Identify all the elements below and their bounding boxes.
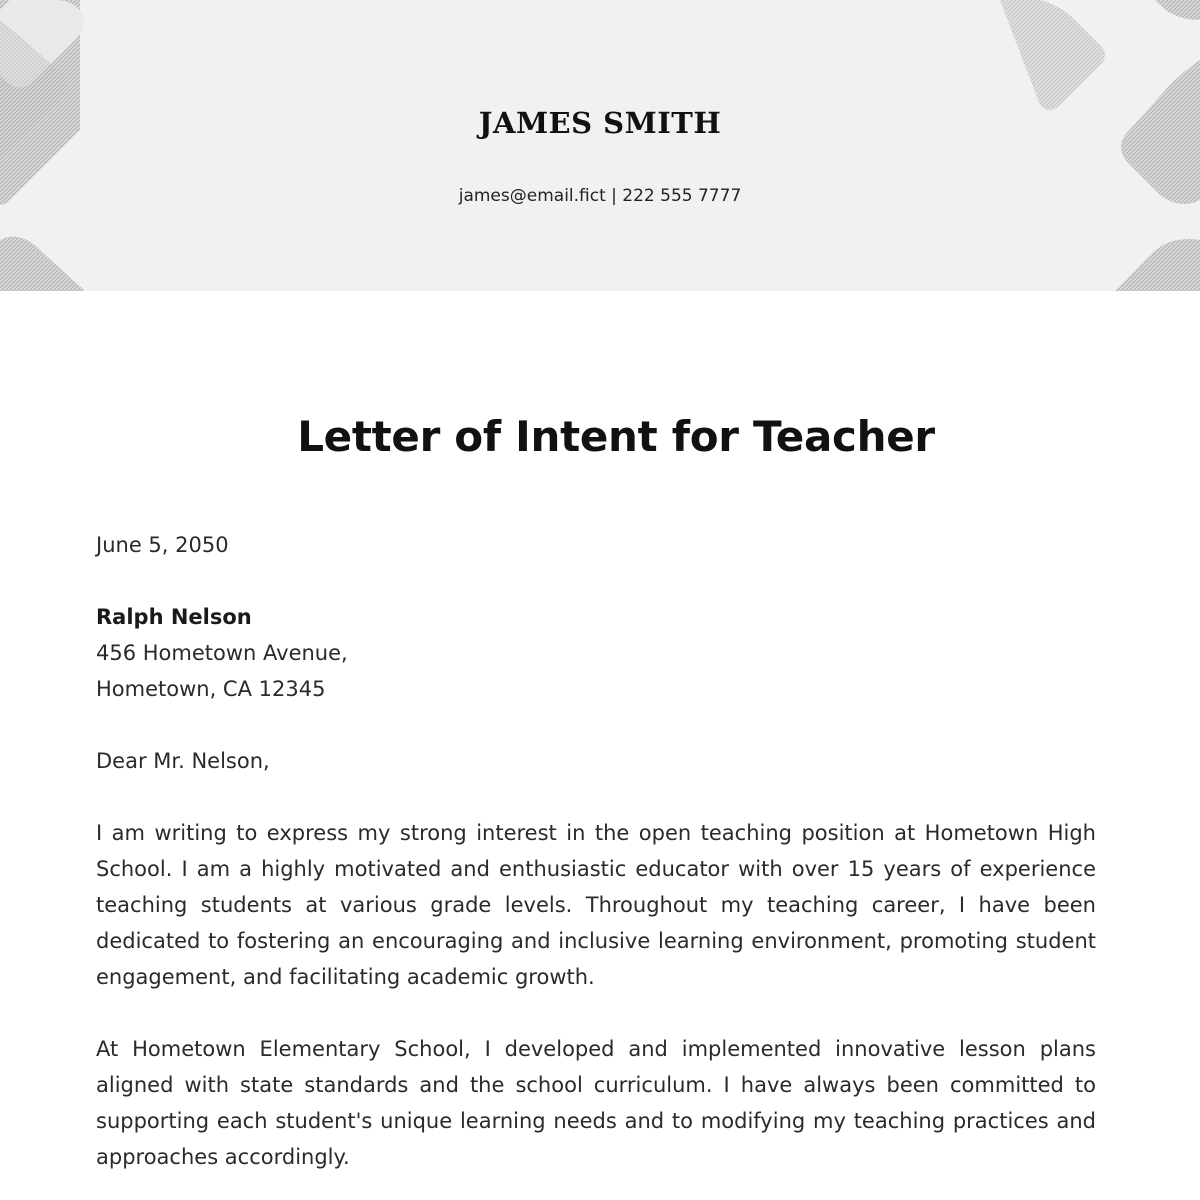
recipient-address-line2: Hometown, CA 12345 [96,677,326,701]
letterhead [0,0,1200,291]
document-title: Letter of Intent for Teacher [297,412,935,461]
recipient-name: Ralph Nelson [96,605,252,629]
letter-date: June 5, 2050 [96,533,229,557]
body-paragraph: I am writing to express my strong interest in the open teaching position at Hometown High School. I am a highly motivated and enthusiastic educator with over 15 years of experience teaching students at various grade levels. Throughout my teaching career, I have been dedicated to fostering an encouraging and inclusive learning environment, promoting student engagement, and facilitating academic growth. [96,821,1096,989]
recipient-address-line1: 456 Hometown Avenue, [96,641,348,665]
corner-shape-bottom-right [1115,239,1200,291]
letterhead-background-pattern [0,0,1200,291]
corner-shape-bottom-left [0,237,85,291]
recipient-block [96,599,348,707]
sender-contact: james@email.fict | 222 555 7777 [458,186,742,206]
sender-name: JAMES SMITH [478,106,722,140]
body-paragraph: At Hometown Elementary School, I developed and implemented innovative lesson plans aligned with state standards and the school curriculum. I have always been committed to supporting each student's unique learning needs and to modifying my teaching practices and approaches accordingly. [96,1037,1096,1169]
salutation: Dear Mr. Nelson, [96,749,270,773]
corner-shape-top-right [1110,0,1200,20]
corner-shape-top-right-inner [1000,0,1105,110]
